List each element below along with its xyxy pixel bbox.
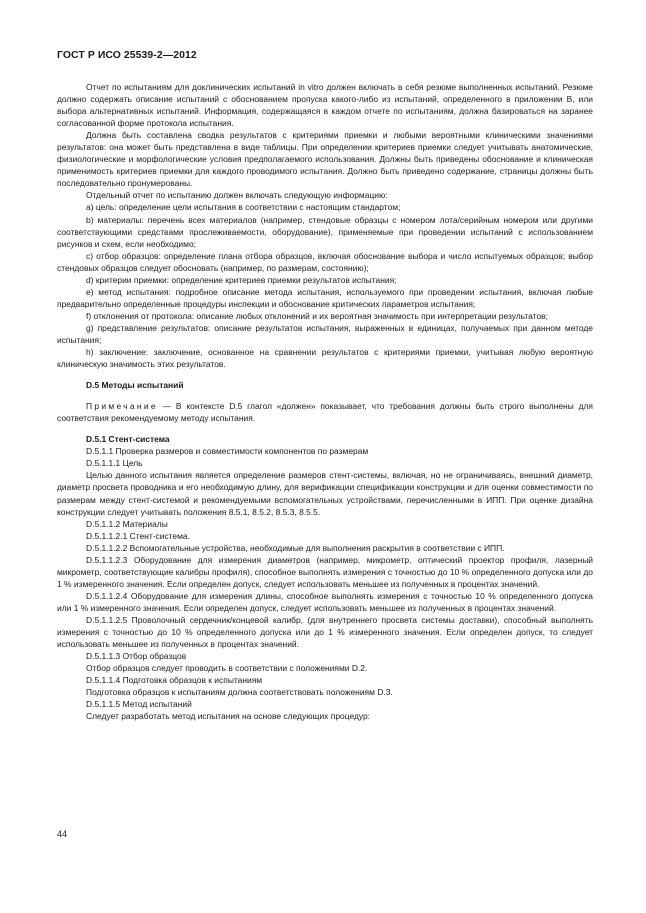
paragraph-d5-1-1-2-3: D.5.1.1.2.3 Оборудование для измерения диаметров (например, микрометр, оптический проектор профиля, лазерный микрометр, соответствующие калибры профиля), способное выполнять измерения с точностью до 10 % определенного допуска или до 1 % измеренного значения. Если определен допуск, следует использовать меньшее из полученных в процентах значений. xyxy=(57,554,593,589)
subsection-heading-d5-1-1: D.5.1.1 Проверка размеров и совместимости компонентов по размерам xyxy=(86,446,369,457)
note xyxy=(57,400,593,424)
paragraph-report-contents-intro: Отдельный отчет по испытанию должен включать следующую информацию: xyxy=(86,190,388,201)
paragraph-sample-prep: Подготовка образцов к испытаниям должна соответствовать положениям D.3. xyxy=(86,687,393,698)
subsection-heading-d5-1-1-4: D.5.1.1.4 Подготовка образцов к испытаниям xyxy=(86,675,263,686)
note-label: Примечание xyxy=(86,401,158,412)
paragraph-d5-1-1-2-1: D.5.1.1.2.1 Стент-система. xyxy=(86,530,190,541)
list-item-h: h) заключение: заключение, основанное на сравнении результатов с критериями приемки, учитывая любую вероятную клиническую значимость этих результатов. xyxy=(57,347,593,370)
list-item-f: f) отклонения от протокола: описание любых отклонений и их вероятная значимость при интерпретации результатов; xyxy=(86,310,548,321)
paragraph-results-summary: Должна быть составлена сводка результатов с критериями приемки и любыми вероятными клиническими значениями результатов: она может быть представлена в виде таблицы. При определении критериев приемки следует учитывать анатомические, физиологические и морфологические условия предполагаемого использования. Должны быть приведены обоснование и клиническая применимость критериев приемки для каждого проводимого испытания. Должно быть приведено содержание, страницы должны быть последовательно пронумерованы. xyxy=(57,130,593,189)
paragraph-sampling: Отбор образцов следует проводить в соответствии с положениями D.2. xyxy=(86,663,368,674)
page-number: 44 xyxy=(57,829,68,839)
paragraph-d5-1-1-2-2: D.5.1.1.2.2 Вспомогательные устройства, необходимые для выполнения раскрытия в соответствии с ИПП. xyxy=(86,542,505,553)
list-item-b: b) материалы: перечень всех материалов (например, стендовые образцы с номером лота/серийным номером или другими соответствующими средствами прослеживаемости, оборудование), применяемые при проведении испытаний с использованием рисунков и схем, если необходимо; xyxy=(57,214,593,249)
list-item-g: g) представление результатов: описание результатов испытания, выраженных в единицах, получаемых при данном методе испытания; xyxy=(57,322,593,345)
list-item-c: с) отбор образцов: определение плана отбора образцов, включая обоснование выбора и число испытуемых образцов; выбор стендовых образцов следует обосновать (например, по размерам, состоянию); xyxy=(57,250,593,273)
document-body xyxy=(57,81,593,722)
paragraph-purpose: Целью данного испытания является определение размеров стент-системы, включая, но не ограничиваясь, внешний диаметр, диаметр просвета проводника и его необходимую длину, для верификации спецификации конструкции и для оценки совместимости по размерам между стент-системой и рекомендуемыми вспомогательных устройствами, перечисленными в ИПП. При оценке дизайна конструкции следует учитывать положения 8.5.1, 8.5.2, 8.5.3, 8.5.5. xyxy=(57,470,593,517)
paragraph-d5-1-1-2-4: D.5.1.1.2.4 Оборудование для измерения длины, способное выполнять измерения с точностью 10 % определенного допуска или 1 % измеренного значения. Если определен допуск, следует использовать меньшее из полученных в процентах значений. xyxy=(57,590,593,613)
subsection-heading-d5-1-1-2: D.5.1.1.2 Материалы xyxy=(86,518,168,529)
section-heading-d5-1: D.5.1 Стент-система xyxy=(86,434,170,445)
paragraph-test-method: Следует разработать метод испытания на основе следующих процедур: xyxy=(86,711,371,722)
paragraph-test-report-summary: Отчет по испытаниям для доклинических испытаний in vitro должен включать в себя резюме выполненных испытаний. Резюме должно содержать описание испытаний с обоснованием пропуска какого-либо из испытаний, определенного в приложении В, или выбора альтернативных испытаний. Информация, содержащаяся в каждом отчете по испытаниям, должна базироваться на заранее согласованной форме протокола испытания. xyxy=(57,82,593,129)
paragraph-d5-1-1-2-5: D.5.1.1.2.5 Проволочный сердечник/концевой калибр, (для внутреннего просвета системы доставки), способный выполнять измерения с точностью до 10 % определенного допуска или до 1 % измеренного значения. Если определен допуск, то следует использовать меньшее из полученных в процентах значений. xyxy=(57,614,593,650)
list-item-e: е) метод испытания: подробное описание метода испытания, используемого при проведении испытания, включая любые предварительно определенные процедуры инспекции и обоснование критических параметров испытания; xyxy=(57,286,593,309)
list-item-d: d) критерии приемки: определение критериев приемки результатов испытания; xyxy=(86,274,397,285)
list-item-a: а) цель: определение цели испытания в соответствии с настоящим стандартом; xyxy=(86,202,401,213)
document-header: ГОСТ Р ИСО 25539-2—2012 xyxy=(57,50,197,61)
subsection-heading-d5-1-1-3: D.5.1.1.3 Отбор образцов xyxy=(86,651,187,662)
subsection-heading-d5-1-1-1: D.5.1.1.1 Цель xyxy=(86,458,143,469)
section-heading-d5: D.5 Методы испытаний xyxy=(86,380,184,391)
subsection-heading-d5-1-1-5: D.5.1.1.5 Метод испытаний xyxy=(86,699,192,710)
note-text: — В контексте D.5 глагол «должен» показывает, что требования должны быть строго выполнены для соответствия рекомендуемому методу испытания. xyxy=(57,401,593,424)
